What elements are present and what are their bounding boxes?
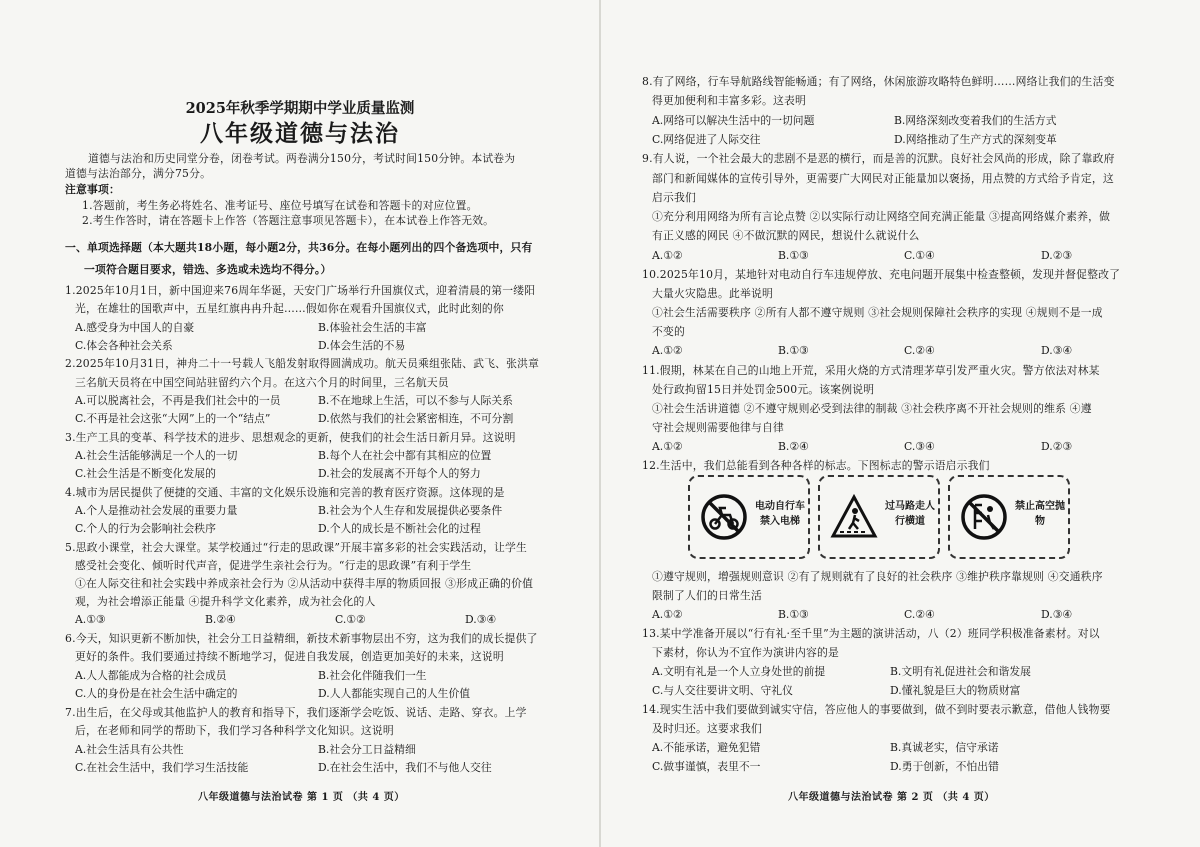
option: B.文明有礼促进社会和谐发展 — [890, 665, 1031, 678]
option: C.②④ — [904, 608, 935, 621]
question-stem: 3.生产工具的变革、科学技术的进步、思想观念的更新，使我们的社会生活日新月异。这说明 — [65, 431, 516, 444]
sign-crosswalk — [818, 475, 940, 559]
subject-title: 八年级道德与法治 — [200, 120, 400, 147]
option: D.③④ — [465, 613, 497, 626]
option: B.①③ — [778, 608, 809, 621]
no-ebike-icon — [700, 493, 748, 541]
option: A.①② — [652, 608, 683, 621]
question-stem: 11.假期，林某在自己的山地上开荒，采用火烧的方式清理茅草引发严重火灾。警方依法对林某 — [642, 364, 1100, 377]
exam-title: 2025年秋季学期期中学业质量监测 — [185, 100, 415, 117]
option: D.个人的成长是不断社会化的过程 — [318, 522, 481, 535]
sign-label: 过马路走人行横道 — [885, 501, 935, 527]
option: A.感受身为中国人的自豪 — [75, 321, 195, 334]
option: A.个人是推动社会发展的重要力量 — [75, 504, 238, 517]
question-stem: 及时归还。这要求我们 — [652, 722, 762, 735]
sign-label: 禁止高空抛物 — [1015, 501, 1065, 527]
option: D.③④ — [1041, 344, 1073, 357]
sign-label: 电动自行车禁入电梯 — [755, 501, 805, 527]
option: D.②③ — [1041, 440, 1073, 453]
option: A.社会生活具有公共性 — [75, 743, 184, 756]
option: C.体会各种社会关系 — [75, 339, 173, 352]
question-stem: 5.思政小课堂，社会大课堂。某学校通过“行走的思政课”开展丰富多彩的社会实践活动，让学生 — [65, 541, 528, 554]
option: B.每个人在社会中都有其相应的位置 — [318, 449, 492, 462]
question-stem: 10.2025年10月，某地针对电动自行车违规停放、充电问题开展集中检查整顿，发现并督促整改了 — [642, 268, 1121, 281]
question-stem: 有正义感的网民 ④不做沉默的网民，想说什么就说什么 — [652, 229, 920, 242]
option: A.可以脱离社会，不再是我们社会中的一员 — [75, 394, 281, 407]
sign-no-high-throwing — [948, 475, 1070, 559]
question-stem: ①社会生活讲道德 ②不遵守规则必受到法律的制裁 ③社会秩序离不开社会规则的维系 ④遵 — [652, 402, 1092, 415]
option: B.①③ — [778, 344, 809, 357]
option: D.社会的发展离不开每个人的努力 — [318, 467, 481, 480]
question-stem: 1.2025年10月1日，新中国迎来76周年华诞，天安门广场举行升国旗仪式，迎着清晨的第一缕阳 — [65, 284, 536, 297]
question-stem: 14.现实生活中我们要做到诚实守信，答应他人的事要做到，做不到时要表示歉意，借他人钱物要 — [642, 703, 1111, 716]
question-stem: 启示我们 — [652, 191, 696, 204]
question-stem: 7.出生后，在父母或其他监护人的教育和指导下，我们逐渐学会吃饭、说话、走路、穿衣。上学 — [65, 706, 527, 719]
question-stem: 三名航天员将在中国空间站驻留约六个月。在这六个月的时间里，三名航天员 — [75, 376, 449, 389]
question-stem: ①社会生活需要秩序 ②所有人都不遵守规则 ③社会规则保障社会秩序的实现 ④规则不是一成 — [652, 306, 1103, 319]
question-stem: 部门和新闻媒体的宣传引导外，更需要广大网民对正能量加以褒扬，用点赞的方式给予肯定，这 — [652, 172, 1114, 185]
notice-title: 注意事项： — [65, 183, 120, 196]
option: B.网络深刻改变着我们的生活方式 — [894, 114, 1057, 127]
question-stem: 不变的 — [652, 325, 685, 338]
intro-line: 道德与法治部分，满分75分。 — [65, 167, 212, 180]
question-stem: 限制了人们的日常生活 — [652, 589, 762, 602]
option: A.网络可以解决生活中的一切问题 — [652, 114, 815, 127]
question-stem: ①遵守规则，增强规则意识 ②有了规则就有了良好的社会秩序 ③维护秩序靠规则 ④交通秩序 — [652, 570, 1103, 583]
option: D.体会生活的不易 — [318, 339, 406, 352]
question-stem: ①充分利用网络为所有言论点赞 ②以实际行动让网络空间充满正能量 ③提高网络媒介素养，做 — [652, 210, 1111, 223]
option: A.社会生活能够满足一个人的一切 — [75, 449, 238, 462]
question-stem: 2.2025年10月31日，神舟二十一号载人飞船发射取得圆满成功。航天员乘组张陆、武飞、张洪章 — [65, 357, 540, 370]
question-stem: 光，在雄壮的国歌声中，五星红旗冉冉升起……假如你在观看升国旗仪式，此时此刻的你 — [75, 302, 504, 315]
option: C.①④ — [904, 249, 935, 262]
option: D.网络推动了生产方式的深刻变革 — [894, 133, 1057, 146]
page-footer: 八年级道德与法治试卷 第 1 页 （共 4 页） — [198, 792, 405, 803]
question-stem: 9.有人说，一个社会最大的悲剧不是恶的横行，而是善的沉默。良好社会风尚的形成，除了靠政府 — [642, 152, 1115, 165]
crosswalk-icon — [830, 493, 878, 541]
question-stem: 大量火灾隐患。此举说明 — [652, 287, 773, 300]
option: C.做事谨慎，表里不一 — [652, 760, 761, 773]
notice-item: 2.考生作答时，请在答题卡上作答（答题注意事项见答题卡），在本试卷上作答无效。 — [82, 214, 495, 227]
option: D.依然与我们的社会紧密相连，不可分割 — [318, 412, 514, 425]
option: D.人人都能实现自己的人生价值 — [318, 687, 471, 700]
option: A.文明有礼是一个人立身处世的前提 — [652, 665, 826, 678]
option: A.人人都能成为合格的社会成员 — [75, 669, 227, 682]
option: C.不再是社会这张“大网”上的一个“结点” — [75, 412, 271, 425]
option: A.不能承诺，避免犯错 — [652, 741, 761, 754]
option: B.社会分工日益精细 — [318, 743, 416, 756]
question-stem: 处行政拘留15日并处罚金500元。该案例说明 — [652, 383, 875, 396]
notice-item: 1.答题前，考生务必将姓名、准考证号、座位号填写在试卷和答题卡的对应位置。 — [82, 199, 478, 212]
section-heading: 一项符合题目要求，错选、多选或未选均不得分。） — [84, 263, 332, 276]
question-stem: 感受社会变化、倾听时代声音，促进学生亲社会行为。“行走的思政课”有利于学生 — [75, 559, 472, 572]
option: C.③④ — [904, 440, 935, 453]
option: C.人的身份是在社会生活中确定的 — [75, 687, 238, 700]
option: C.在社会生活中，我们学习生活技能 — [75, 761, 249, 774]
no-throwing-icon — [960, 493, 1008, 541]
sign-no-ebike-in-elevator — [688, 475, 810, 559]
option: D.③④ — [1041, 608, 1073, 621]
option: B.社会为个人生存和发展提供必要条件 — [318, 504, 503, 517]
option: D.勇于创新，不怕出错 — [890, 760, 999, 773]
question-stem: 后，在老师和同学的帮助下，我们学习各种科学文化知识。这说明 — [75, 724, 394, 737]
question-stem: 6.今天，知识更新不断加快，社会分工日益精细，新技术新事物层出不穷，这为我们的成长提供了 — [65, 632, 538, 645]
intro-line: 道德与法治和历史同堂分卷，闭卷考试。两卷满分150分，考试时间150分钟。本试卷为 — [88, 152, 516, 165]
option: C.社会生活是不断变化发展的 — [75, 467, 216, 480]
warning-signs-figure — [688, 475, 1070, 561]
section-heading: 一、单项选择题（本大题共18小题，每小题2分，共36分。在每小题列出的四个备选项中，只有 — [65, 241, 533, 254]
option: B.②④ — [778, 440, 809, 453]
option: C.①② — [335, 613, 366, 626]
question-stem: 守社会规则需要他律与自律 — [652, 421, 784, 434]
option: A.①② — [652, 440, 683, 453]
option: B.真诚老实，信守承诺 — [890, 741, 999, 754]
page-footer: 八年级道德与法治试卷 第 2 页 （共 4 页） — [788, 792, 995, 803]
option: A.①② — [652, 249, 683, 262]
option: D.懂礼貌是巨大的物质财富 — [890, 684, 1021, 697]
option: A.①③ — [75, 613, 106, 626]
question-stem: ①在人际交往和社会实践中养成亲社会行为 ②从活动中获得丰厚的物质回报 ③形成正确的价值 — [75, 577, 534, 590]
exam-page-2 — [600, 0, 1200, 847]
option: D.②③ — [1041, 249, 1073, 262]
option: C.个人的行为会影响社会秩序 — [75, 522, 216, 535]
question-stem: 13.某中学准备开展以“行有礼·至千里”为主题的演讲活动，八（2）班同学积极准备素材。对以 — [642, 627, 1100, 640]
option: C.②④ — [904, 344, 935, 357]
option: B.社会化伴随我们一生 — [318, 669, 427, 682]
question-stem: 12.生活中，我们总能看到各种各样的标志。下图标志的警示语启示我们 — [642, 459, 990, 472]
question-stem: 得更加便利和丰富多彩。这表明 — [652, 94, 806, 107]
option: A.①② — [652, 344, 683, 357]
question-stem: 下素材，你认为不宜作为演讲内容的是 — [652, 646, 839, 659]
option: C.网络促进了人际交往 — [652, 133, 761, 146]
option: B.②④ — [205, 613, 236, 626]
option: D.在社会生活中，我们不与他人交往 — [318, 761, 492, 774]
question-stem: 更好的条件。我们要通过持续不断地学习，促进自我发展，创造更加美好的未来，这说明 — [75, 650, 504, 663]
option: C.与人交往要讲文明、守礼仪 — [652, 684, 793, 697]
option: B.①③ — [778, 249, 809, 262]
option: B.不在地球上生活，可以不参与人际关系 — [318, 394, 513, 407]
question-stem: 4.城市为居民提供了便捷的交通、丰富的文化娱乐设施和完善的教育医疗资源。这体现的是 — [65, 486, 505, 499]
question-stem: 8.有了网络，行车导航路线智能畅通；有了网络，休闲旅游攻略特色鲜明……网络让我们的生活变 — [642, 75, 1115, 88]
option: B.体验社会生活的丰富 — [318, 321, 427, 334]
question-stem: 观，为社会增添正能量 ④提升科学文化素养，成为社会化的人 — [75, 595, 376, 608]
